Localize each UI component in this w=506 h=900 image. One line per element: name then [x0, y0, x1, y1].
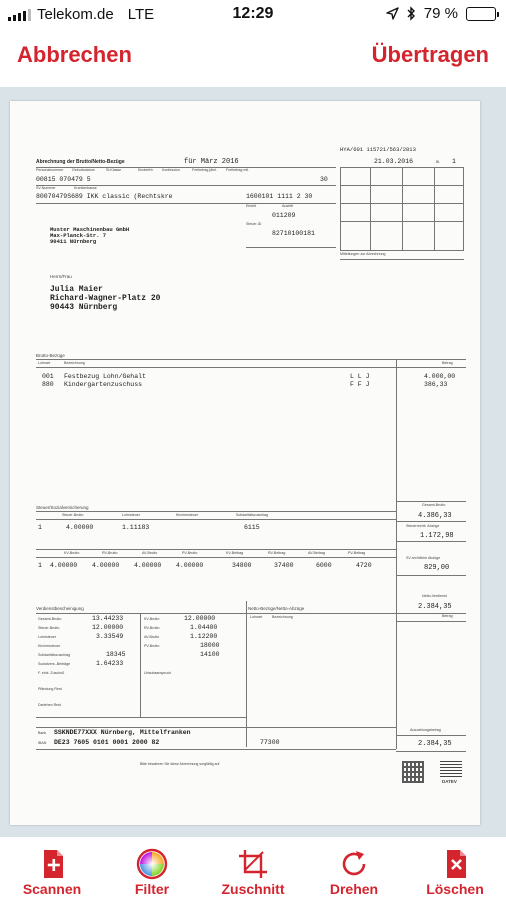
battery-icon	[466, 7, 496, 21]
datev-label: DATEV	[442, 779, 457, 784]
doc-sv-nummer: 80070479S689 IKK classic (Rechtskre	[36, 193, 173, 200]
footer-note: Bitte bewahren Sie diese Abrechnung sorgfältig auf	[140, 762, 220, 766]
av-brutto-value: 4.00000	[134, 562, 162, 569]
recipient-name: Julia Maier	[50, 285, 103, 294]
doc-title-text: Abrechnung der Brutto/Netto-Bezüge	[36, 159, 125, 165]
recipient-salutation: Herrn/Frau	[50, 274, 72, 279]
value-auszahlung: 2.384,35	[418, 740, 452, 748]
doc-page-label: Bl.	[436, 160, 441, 164]
label-freibetrag-jahr: Freibetrag jährl.	[192, 168, 218, 172]
vb-pv-beitrag: 14100	[200, 651, 220, 658]
label-stkl: St.Klasse	[106, 168, 122, 172]
transfer-button[interactable]: Übertragen	[371, 42, 489, 67]
carrier-name: Telekom.de	[37, 6, 114, 23]
label-sv-abzuege: SV-rechtliche Abzüge	[406, 556, 441, 560]
battery-percentage: 79 %	[423, 5, 458, 22]
scan-label: Scannen	[22, 881, 82, 897]
vb-label-sv-beitraege: Sozialvers.-Beiträge	[38, 662, 71, 666]
doc-page-number: 1	[452, 158, 456, 165]
employer-line-1: Muster Maschinenbau GmbH	[50, 226, 130, 233]
vb-label-darlehen: Darlehen Rest	[38, 703, 61, 707]
label-krankenkasse: Krankenkasse	[74, 186, 97, 190]
vb-label-pv-brutto: PV-Brutto	[144, 644, 160, 648]
label-pv-brutto: PV-Brutto	[182, 551, 198, 555]
scan-button[interactable]	[2, 838, 102, 900]
doc-date: 21.03.2016	[374, 158, 414, 165]
rv-brutto-value: 4.00000	[92, 562, 120, 569]
pv-brutto-value: 4.00000	[176, 562, 204, 569]
vb-rv-brutto: 1.04400	[190, 624, 218, 631]
vb-label-pfaendung: Pfändung Rest	[38, 687, 62, 691]
label-rv-beitrag: RV-Beitrag	[268, 551, 286, 555]
crop-icon	[237, 848, 269, 880]
steuer-stkl: 1	[38, 524, 42, 531]
datev-logo	[440, 761, 462, 777]
label-konfession: Konfession	[162, 168, 180, 172]
vb-gesamt-brutto: 13.44233	[92, 615, 124, 622]
label-steuer-sv: Steuer/Sozialversicherung	[36, 505, 89, 510]
vb-sv-beitraege: 1.64233	[96, 660, 124, 667]
network-type: LTE	[127, 6, 155, 23]
bank-line: SSKNDE77XXX Nürnberg, Mittelfranken	[54, 729, 191, 736]
label-netto-verdienst: Netto-Verdienst	[422, 594, 447, 598]
label-bezeichnung: Bezeichnung	[64, 361, 85, 365]
vb-label-rv-brutto: RV-Brutto	[144, 626, 160, 630]
value-steuer-abzuege: 1.172,98	[420, 532, 454, 540]
line-flags: F F J	[350, 381, 370, 388]
sv-code: 1	[38, 562, 42, 569]
label-sv-nummer: SV-Nummer	[36, 186, 56, 190]
value-netto-verdienst: 2.384,35	[418, 603, 452, 611]
kv-beitrag-value: 34800	[232, 562, 252, 569]
vb-label-soli: Solidaritätszuschlag	[38, 653, 70, 657]
label-mitteilungen: Mitteilungen zur Abrechnung	[340, 252, 386, 256]
label-kv-beitrag: KV-Beitrag	[226, 551, 244, 555]
vb-label-kirchensteuer: Kirchensteuer	[38, 644, 61, 648]
label-iban: IBAN	[38, 741, 47, 745]
scanned-document[interactable]	[10, 101, 480, 825]
label-netto-be-abzuege: Netto-Bezüge/Netto-Abzüge	[248, 606, 305, 611]
delete-document-icon	[439, 848, 471, 880]
steuer-brutto-value: 4.00000	[66, 524, 94, 531]
recipient-city: 90443 Nürnberg	[50, 303, 118, 312]
employer-line-3: 90411 Nürnberg	[50, 238, 97, 245]
label-steuer-brutto: Steuer-Brutto	[62, 513, 84, 517]
rotate-button[interactable]	[304, 838, 404, 900]
qr-code-icon	[402, 761, 424, 783]
label-kfb: Kinderfrb.	[138, 168, 154, 172]
label-steuer-id: Steuer-ID	[246, 222, 262, 226]
rv-beitrag-value: 37400	[274, 562, 294, 569]
rotate-label: Drehen	[329, 881, 379, 897]
line-text: Festbezug Lohn/Gehalt	[64, 373, 146, 380]
label-rv-brutto: RV-Brutto	[102, 551, 118, 555]
label-auszahlungsbetrag: Auszahlungsbetrag	[410, 728, 441, 732]
label-eintritt: Eintritt	[246, 204, 257, 208]
label-kirchensteuer: Kirchensteuer	[176, 513, 199, 517]
line-flags: L L J	[350, 373, 370, 380]
doc-number-2: 82710100181	[272, 230, 315, 237]
kv-brutto-value: 4.00000	[50, 562, 78, 569]
cancel-button[interactable]: Abbrechen	[17, 42, 132, 67]
status-right	[386, 5, 496, 22]
doc-period: für März 2016	[184, 158, 239, 166]
label-av-brutto: AV-Brutto	[142, 551, 158, 555]
add-document-icon	[36, 848, 68, 880]
doc-number-1: 011209	[272, 212, 296, 219]
rotate-icon	[338, 848, 370, 880]
doc-personalnummer: 00815 070479 5	[36, 176, 91, 183]
bank-code: 77300	[260, 739, 280, 746]
crop-label: Zuschnitt	[221, 881, 285, 897]
label-betrag-2: Betrag	[442, 614, 453, 618]
label-soli: Solidaritätszuschlag	[236, 513, 268, 517]
label-gesamt-brutto: Gesamt-Brutto	[422, 503, 446, 507]
line-code: 001	[42, 373, 54, 380]
bluetooth-icon	[407, 6, 416, 21]
filter-label: Filter	[134, 881, 170, 897]
vb-kv-brutto: 12.00000	[184, 615, 216, 622]
label-geburtsdatum: Geburtsdatum	[72, 168, 95, 172]
iban-line: DE23 7605 0101 0001 2000 82	[54, 739, 160, 746]
label-bezeichnung-vb: Bezeichnung	[272, 615, 293, 619]
vb-label-lohnsteuer: Lohnsteuer	[38, 635, 56, 639]
filter-icon	[136, 848, 168, 880]
vb-pv-brutto: 18000	[200, 642, 220, 649]
vb-soli: 18345	[106, 651, 126, 658]
line-amount: 386,33	[424, 381, 448, 388]
label-brutto-bezuege: Brutto-Bezüge	[36, 353, 65, 358]
label-bank: Bank	[38, 731, 47, 735]
av-beitrag-value: 6000	[316, 562, 332, 569]
vb-label-kv-brutto: KV-Brutto	[144, 617, 160, 621]
vb-lohnsteuer: 3.33549	[96, 633, 124, 640]
doc-hki: 1600101 1111 2 30	[246, 193, 313, 200]
doc-reference: HYA/601 115721/563/2813	[340, 146, 416, 153]
filter-button[interactable]	[102, 838, 202, 900]
line-amount: 4.000,00	[424, 373, 456, 380]
vb-label-steuer-brutto: Steuer-Brutto	[38, 626, 60, 630]
label-austritt: Austritt	[282, 204, 294, 208]
status-bar	[0, 0, 506, 30]
status-time: 12:29	[232, 5, 274, 22]
label-steuerrecht-abzuege: Steuerrechtl. Abzüge	[406, 524, 440, 528]
label-pv-beitrag: PV-Beitrag	[348, 551, 366, 555]
doc-value-30: 30	[320, 176, 328, 183]
vb-label-av-brutto: AV-Brutto	[144, 635, 160, 639]
label-verdienstbescheinigung: Verdienstbescheinigung	[36, 606, 84, 611]
label-betrag: Betrag	[442, 361, 453, 365]
vb-label-gesamt-brutto: Gesamt-Brutto	[38, 617, 62, 621]
soli-value: 6115	[244, 524, 260, 531]
lohnsteuer-value: 1.11183	[122, 524, 150, 531]
label-personalnummer: Personalnummer	[36, 168, 64, 172]
label-kv-brutto: KV-Brutto	[64, 551, 80, 555]
recipient-street: Richard-Wagner-Platz 20	[50, 294, 161, 303]
value-sv-abzuege: 829,00	[424, 564, 450, 572]
crop-button[interactable]	[203, 838, 303, 900]
line-code: 880	[42, 381, 54, 388]
label-lohnart-vb: Lohnart	[250, 615, 263, 619]
label-av-beitrag: AV-Beitrag	[308, 551, 325, 555]
delete-label: Löschen	[426, 881, 484, 897]
label-freibetrag-mon: Freibetrag mtl.	[226, 168, 250, 172]
location-arrow-icon	[386, 7, 399, 20]
delete-button[interactable]	[405, 838, 505, 900]
document-preview-area	[0, 87, 506, 837]
vb-label-f-eink: F. eink. Zuschuß	[38, 671, 65, 675]
label-lohnsteuer: Lohnsteuer	[122, 513, 140, 517]
vb-label-urlaub: Urlaubsanspruch	[144, 671, 172, 675]
employer-line-2: Max-Planck-Str. 7	[50, 232, 107, 239]
label-lohnart: Lohnart	[38, 361, 51, 365]
line-text: Kindergartenzuschuss	[64, 381, 143, 388]
vb-av-brutto: 1.12200	[190, 633, 218, 640]
bottom-toolbar	[0, 838, 506, 900]
value-gesamt-brutto: 4.386,33	[418, 512, 452, 520]
pv-beitrag-value: 4720	[356, 562, 372, 569]
vb-steuer-brutto: 12.00000	[92, 624, 124, 631]
